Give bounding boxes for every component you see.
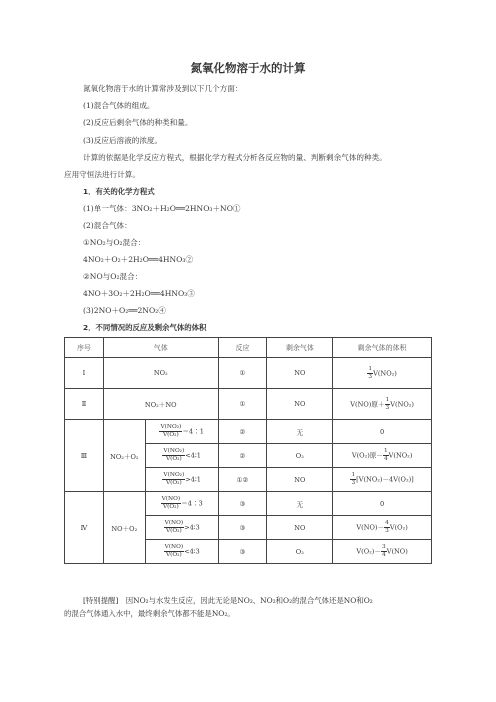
fraction: $\frac{1}{3}$ <box>368 365 373 380</box>
row-reaction: ③ <box>218 540 267 564</box>
table-row <box>65 420 432 444</box>
table-header-row <box>65 338 432 358</box>
row-ratio: $\frac{V(NO)}{\text{V(O₂)}}$ >4∶3 <box>145 516 218 540</box>
row-volume: $\frac{1}{3}$ [V(NO₂)－4V(O₂)] <box>333 468 432 492</box>
header-reaction: 反应 <box>218 338 267 358</box>
row-remaining-gas: NO <box>267 516 333 540</box>
reaction-table <box>64 337 432 564</box>
row-volume: V(NO)原＋ $\frac{1}{3}$ V(NO₂) <box>333 389 432 420</box>
row-gas: NO₂＋O₂ <box>103 420 145 492</box>
equation-no2-o2-title: ①NO₂与O₂混合： <box>83 238 146 247</box>
header-no: 序号 <box>65 338 104 358</box>
equation-single-gas: (1)单一气体：3NO₂＋H₂O══2HNO₃＋NO① <box>83 204 241 213</box>
table-row <box>65 358 432 389</box>
row-ratio: $\frac{\text{V(NO₂)}}{\text{V(O₂)}}$ >4∶1 <box>145 468 218 492</box>
row-no: Ⅱ <box>65 389 104 420</box>
header-remaining-volume: 剩余气体的体积 <box>333 338 432 358</box>
row-volume: $\frac{1}{3}$ V(NO₂) <box>333 358 432 389</box>
row-remaining-gas: NO <box>267 358 333 389</box>
table-row <box>65 492 432 516</box>
section-heading-1: 1．有关的化学方程式 <box>83 187 155 196</box>
row-no: Ⅳ <box>65 492 104 564</box>
row-remaining-gas: O₂ <box>267 444 333 468</box>
row-remaining-gas: O₂ <box>267 540 333 564</box>
row-remaining-gas: 无 <box>267 492 333 516</box>
row-volume: 0 <box>333 420 432 444</box>
row-remaining-gas: 无 <box>267 420 333 444</box>
header-gas: 气体 <box>103 338 218 358</box>
reminder-line-2: 的混合气体通入水中，最终剩余气体都不能是NO₂。 <box>64 609 235 618</box>
section-heading-2: 2．不同情况的反应及剩余气体的体积 <box>83 323 207 332</box>
row-reaction: ② <box>218 444 267 468</box>
row-volume: V(O₂)－ $\frac{3}{4}$ V(NO) <box>333 540 432 564</box>
equation-no-oxidation: (3)2NO＋O₂══2NO₂④ <box>83 306 166 315</box>
row-ratio: $\frac{V(NO)}{\text{V(O₂)}}$ <4∶3 <box>145 540 218 564</box>
row-no: Ⅲ <box>65 420 104 492</box>
equation-no-o2-title: ②NO与O₂混合： <box>83 272 143 281</box>
row-reaction: ①② <box>218 468 267 492</box>
special-reminder <box>64 594 436 620</box>
row-ratio: $\frac{\text{V(NO₂)}}{\text{V(O₂)}}$ ＝4∶1 <box>145 420 218 444</box>
row-remaining-gas: NO <box>267 468 333 492</box>
row-no: Ⅰ <box>65 358 104 389</box>
equation-no-o2: 4NO＋3O₂＋2H₂O══4HNO₃③ <box>83 289 195 298</box>
header-remaining-gas: 剩余气体 <box>267 338 333 358</box>
intro-text: 氮氧化物溶于水的计算常涉及到以下几个方面： <box>83 84 243 93</box>
equation-no2-o2: 4NO₂＋O₂＋2H₂O══4HNO₃② <box>83 255 194 264</box>
basis-text-cont: 应用守恒法进行计算。 <box>64 170 140 179</box>
row-volume: 0 <box>333 492 432 516</box>
row-reaction: ① <box>218 358 267 389</box>
table-row <box>65 389 432 420</box>
row-reaction: ① <box>218 389 267 420</box>
row-gas: NO₂＋NO <box>103 389 218 420</box>
reminder-line-1: [特别提醒] 因NO₂与水发生反应，因此无论是NO₂、NO₂和O₂的混合气体还是NO和O₂ <box>83 596 373 605</box>
row-gas: NO＋O₂ <box>103 492 145 564</box>
row-ratio: $\frac{V(NO)}{\text{V(O₂)}}$ ＝4∶3 <box>145 492 218 516</box>
page-title: 氮氧化物溶于水的计算 <box>190 61 306 75</box>
point-2: (2)反应后剩余气体的种类和量。 <box>83 118 193 127</box>
row-reaction: ② <box>218 420 267 444</box>
row-volume: V(NO)－ $\frac{4}{3}$ V(O₂) <box>333 516 432 540</box>
row-ratio: $\frac{\text{V(NO₂)}}{\text{V(O₂)}}$ <4∶1 <box>145 444 218 468</box>
equation-mixed-title: (2)混合气体： <box>83 221 132 230</box>
point-1: (1)混合气体的组成。 <box>83 101 155 110</box>
row-reaction: ③ <box>218 492 267 516</box>
basis-text: 计算的依据是化学反应方程式，根据化学方程式分析各反应物的量、判断剩余气体的种类。 <box>83 153 387 162</box>
row-remaining-gas: NO <box>267 389 333 420</box>
point-3: (3)反应后溶液的浓度。 <box>83 136 163 145</box>
row-volume: V(O₂)原－ $\frac{1}{4}$ V(NO₂) <box>333 444 432 468</box>
row-gas: NO₂ <box>103 358 218 389</box>
row-reaction: ③ <box>218 516 267 540</box>
fraction: $\frac{1}{3}$ <box>385 396 390 411</box>
